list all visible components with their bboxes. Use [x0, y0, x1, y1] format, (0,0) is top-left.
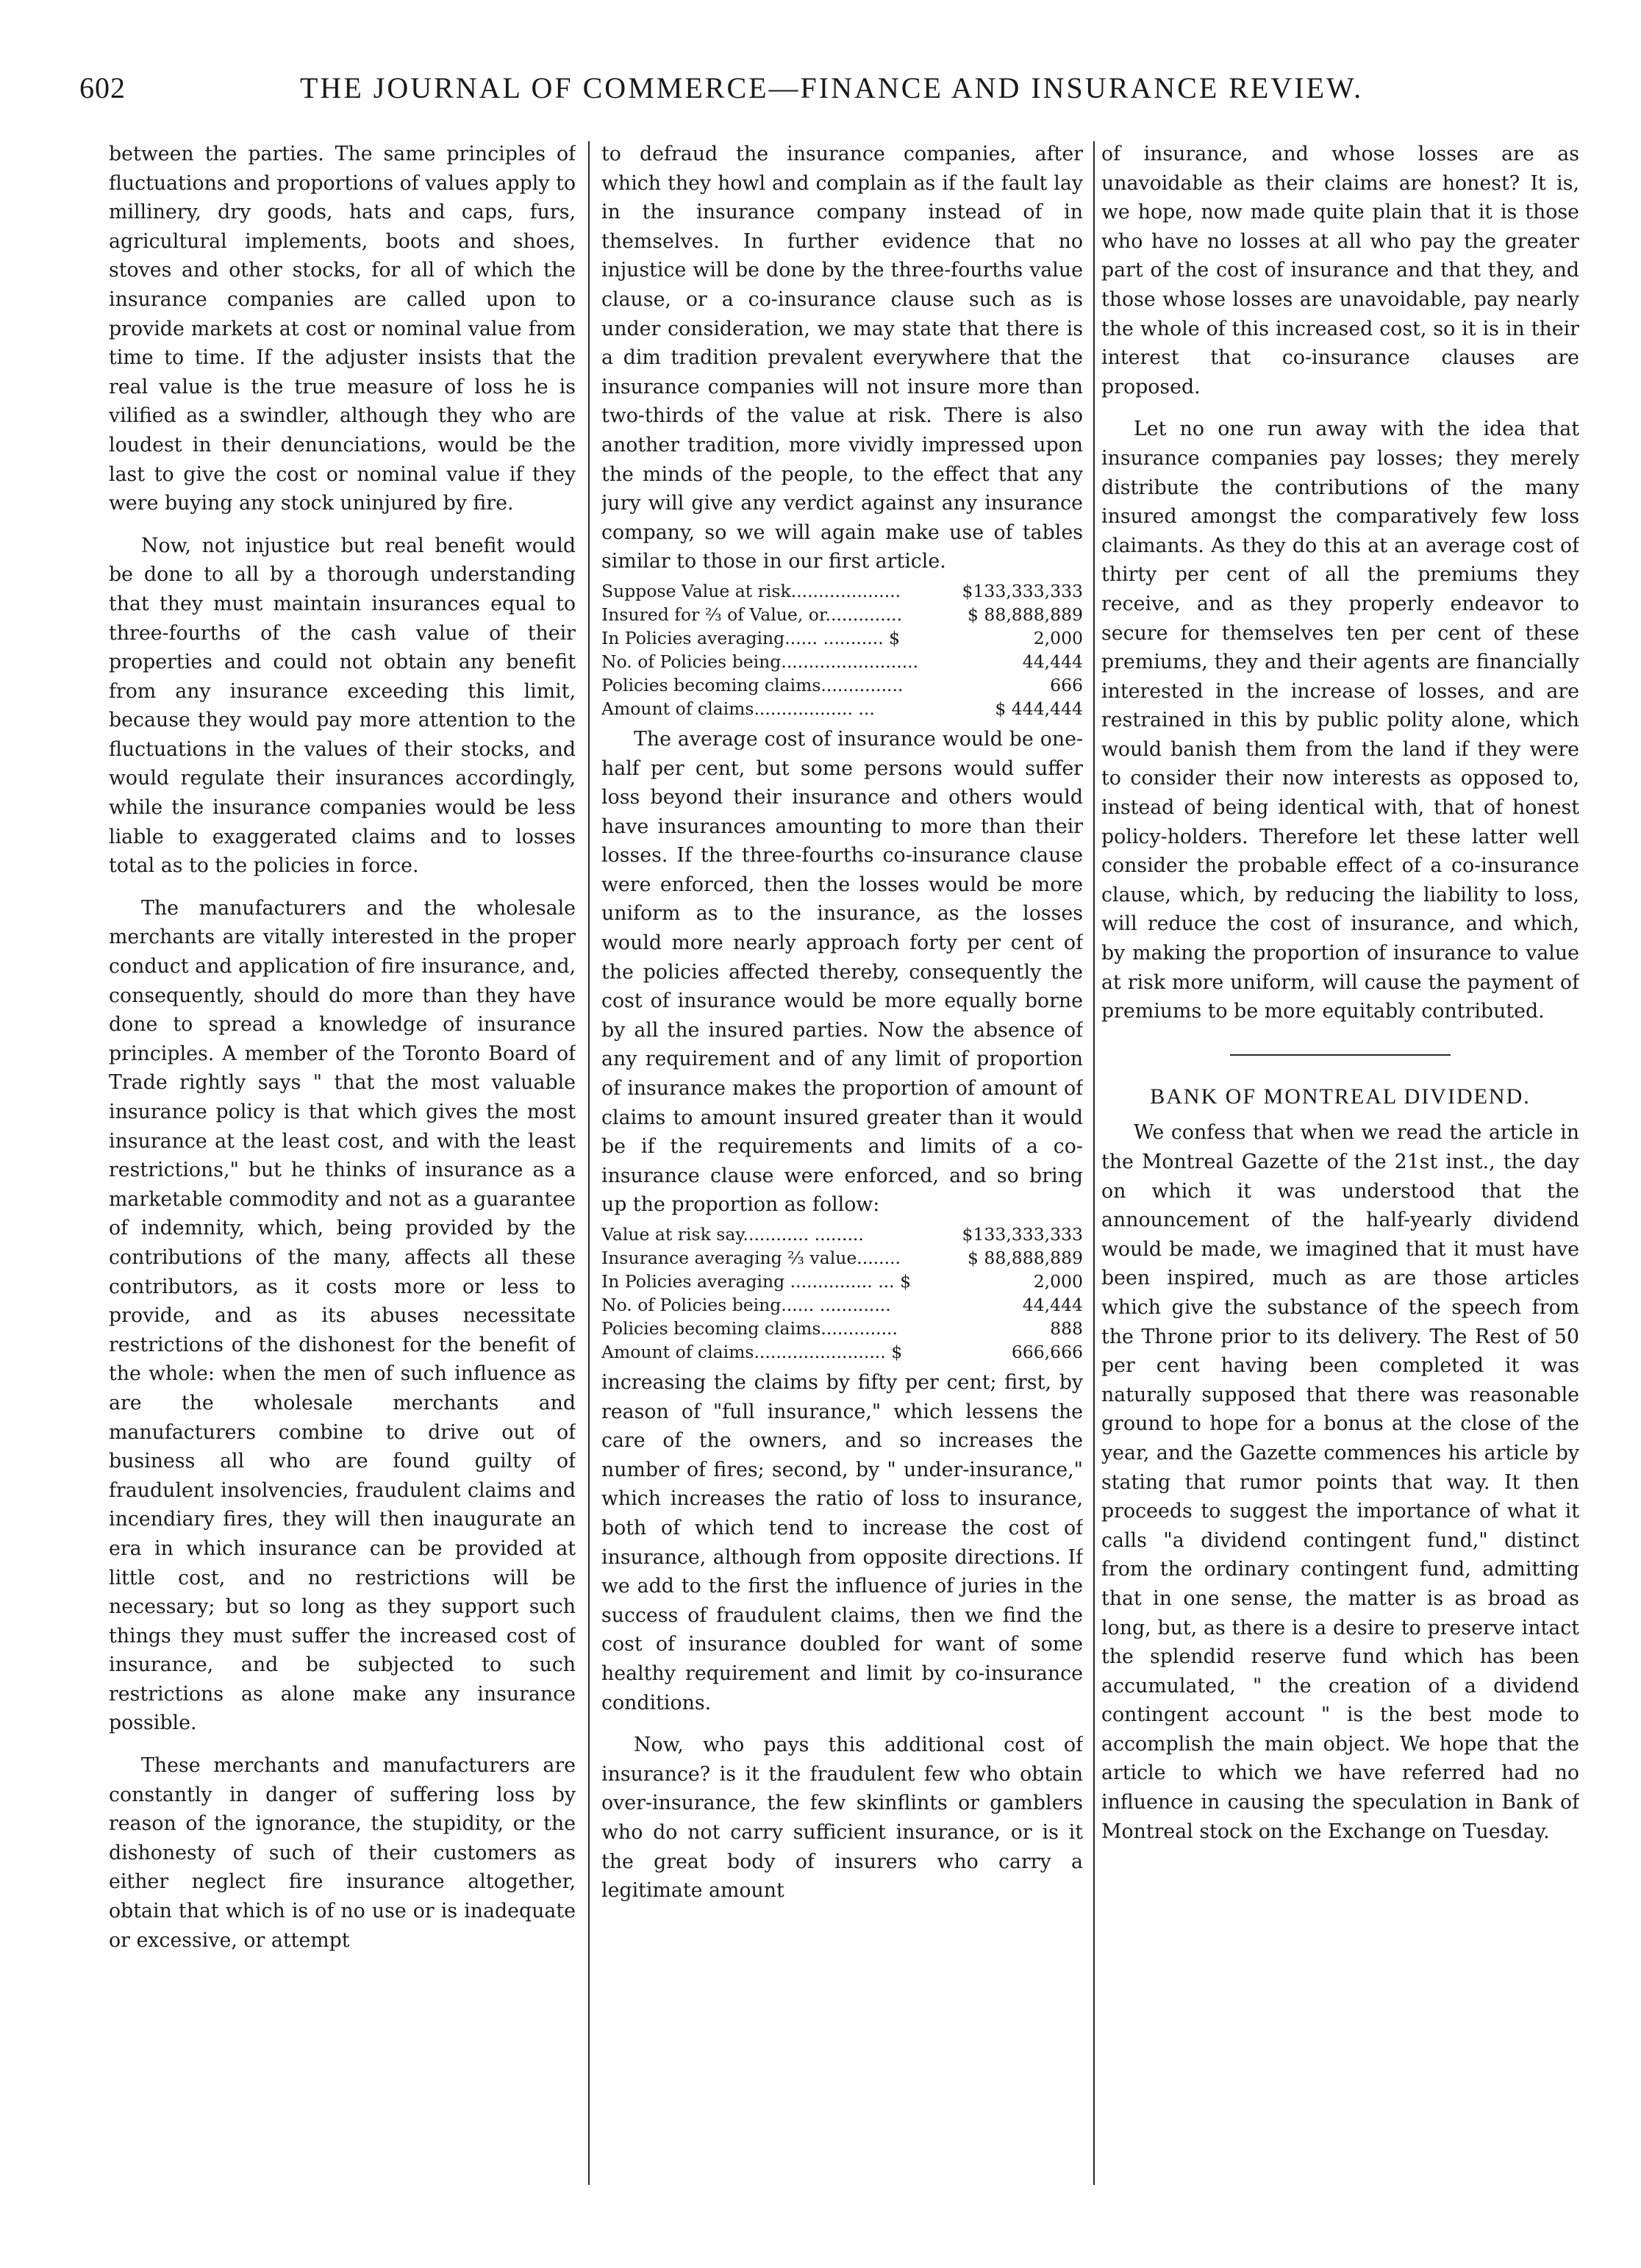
- row-value: 888: [1050, 1318, 1083, 1339]
- paragraph: These merchants and manufacturers are constantly in danger of suffering loss by reason of the ignorance, the stupidity, or the dishonesty of such of their customers as either neglect fire insurance altogether, obtain that which is of no use or is inadequate or excessive, or attempt: [109, 1754, 576, 1952]
- row-label: No. of Policies being.........................: [601, 651, 919, 672]
- paragraph: Now, not injustice but real benefit would be done to all by a thorough understanding that they must maintain insurances equal to three-fourths of the cash value of their properties and could not obtain any benefit from any insurance exceeding this limit, because they would pay more attention to the fluctuations in the values of their stocks, and would regulate their insurances accordingly, while the insurance companies would be less liable to exaggerated claims and to losses total as to the policies in force.: [109, 534, 576, 878]
- table-row: [601, 1340, 1083, 1364]
- paragraph: The average cost of insurance would be one-half per cent, but some persons would suffer loss beyond their insurance and others would have insurances amounting to more than their losses. If the three-fourths co-insurance clause were enforced, then the losses would be more uniform as to the insurance, as the losses would more nearly approach forty per cent of the policies affected thereby, consequently the cost of insurance would be more equally borne by all the insured parties. Now the absence of any requirement and of any limit of proportion of insurance makes the proportion of amount of claims to amount insured greater than it would be if the requirements and limits of a co-insurance clause were enforced, and so bring up the proportion as follow:: [601, 727, 1083, 1217]
- table-row: [601, 673, 1083, 697]
- table-row: [601, 1246, 1083, 1270]
- column-2: [601, 140, 1083, 2169]
- paragraph: to defraud the insurance companies, after which they howl and complain as if the fault lay in the insurance company instead of in themselves. In further evidence that no injustice will be done by the three-fourths value clause, or a co-insurance clause such as is under consideration, we may state that there is a dim tradition prevalent everywhere that the insurance companies will not insure more than two-thirds of the value at risk. There is also another tradition, more vividly impressed upon the minds of the people, to the effect that any jury will give any verdict against any insurance company, so we will again make use of tables similar to those in our first article.: [601, 143, 1083, 573]
- paragraph: The manufacturers and the wholesale merchants are vitally interested in the proper conduct and application of fire insurance, and, consequently, should do more than they have done to spread a knowledge of insurance principles. A member of the Toronto Board of Trade rightly says " that the most valuable insurance policy is that which gives the most insurance at the least cost, and with the least restrictions," but he thinks of insurance as a marketable commodity and not as a guarantee of indemnity, which, being provided by the contributions of the many, affects all these contributors, as it costs more or less to provide, and as its abuses necessitate restrictions of the dishonest for the benefit of the whole: when the men of such influence as are the wholesale merchants and manufacturers combine to drive out of business all who are found guilty of fraudulent insolvencies, fraudulent claims and incendiary fires, they will then inaugurate an era in which insurance can be provided at little cost, and no restrictions will be necessary; but so long as they support such things they must suffer the increased cost of insurance, and be subjected to such restrictions as alone make any insurance possible.: [109, 896, 576, 1735]
- row-label: In Policies averaging ............... ... $: [601, 1271, 912, 1292]
- table-row: [601, 650, 1083, 673]
- column-1: [109, 140, 576, 2169]
- row-label: Amount of claims........................ $: [601, 1342, 903, 1362]
- table-row: [601, 1270, 1083, 1293]
- row-label: In Policies averaging...... ........... $: [601, 627, 901, 648]
- row-label: Policies becoming claims...............: [601, 674, 904, 695]
- row-value: 666,666: [1011, 1342, 1083, 1362]
- row-label: Amount of claims.................. ...: [601, 698, 875, 719]
- row-label: No. of Policies being...... .............: [601, 1295, 891, 1315]
- paragraph: Now, who pays this additional cost of insurance? is it the fraudulent few who obtain over-insurance, the few skinflints or gamblers who do not carry sufficient insurance, or is it the great body of insurers who carry a legitimate amount: [601, 1734, 1083, 1903]
- column-3: [1101, 140, 1579, 2169]
- row-value: $ 88,888,889: [968, 1248, 1083, 1268]
- section-divider: [1230, 1054, 1451, 1056]
- table-row: [601, 1293, 1083, 1317]
- row-label: Value at risk say............ .........: [601, 1224, 864, 1245]
- claims-table-1: [601, 579, 1083, 720]
- table-row: [601, 603, 1083, 626]
- section-heading: BANK OF MONTREAL DIVIDEND.: [1150, 1084, 1531, 1109]
- paragraph: Let no one run away with the idea that insurance companies pay losses; they merely distribute the contributions of the many insured amongst the comparatively few loss claimants. As they do this at an average cost of thirty per cent of all the premiums they receive, and as they properly endeavor to secure for themselves ten per cent of these premiums, they and their agents are financially interested in the increase of losses, and are restrained in this by public polity alone, which would banish them from the land if they were to consider their now interests as opposed to, instead of being identical with, that of honest policy-holders. Therefore let these latter well consider the probable effect of a co-insurance clause, which, by reducing the liability to loss, will reduce the cost of insurance, and which, by making the proportion of insurance to value at risk more uniform, will cause the payment of premiums to be more equitably contributed.: [1101, 418, 1579, 1023]
- paragraph: We confess that when we read the article in the Montreal Gazette of the 21st inst., the day on which it was understood that the announcement of the half-yearly dividend would be made, we imagined that it must have been inspired, much as are those articles which give the substance of the speech from the Throne prior to its delivery. The Rest of 50 per cent having been completed it was naturally supposed that there was reasonable ground to hope for a bonus at the close of the year, and the Gazette commences his article by stating that rumor points that way. It then proceeds to suggest the importance of what it calls "a dividend contingent fund," distinct from the ordinary contingent fund, admitting that in one sense, the matter is as broad as long, but, as there is a desire to preserve intact the splendid reserve fund which has been accumulated, " the creation of a dividend contingent account " is the best mode to accomplish the main object. We hope that the article to which we have referred had no influence in causing the speculation in Bank of Montreal stock on the Exchange on Tuesday.: [1101, 1121, 1579, 1843]
- column-rule-right: [1093, 141, 1095, 2185]
- row-value: $ 88,888,889: [968, 604, 1083, 625]
- paragraph: of insurance, and whose losses are as unavoidable as their claims are honest? It is, we hope, now made quite plain that it is those who have no losses at all who pay the greater part of the cost of insurance and that they, and those whose losses are unavoidable, pay nearly the whole of this increased cost, so it is in their interest that co-insurance clauses are proposed.: [1101, 143, 1579, 398]
- journal-title: THE JOURNAL OF COMMERCE—FINANCE AND INSURANCE REVIEW.: [300, 71, 1364, 104]
- table-row: [601, 1223, 1083, 1246]
- table-row: [601, 1317, 1083, 1340]
- row-value: $133,333,333: [962, 1224, 1083, 1245]
- paragraph: increasing the claims by fifty per cent; first, by reason of "full insurance," which lessens the care of the owners, and so increases the number of fires; second, by " under-insurance," which increases the ratio of loss to insurance, both of which tend to increase the cost of insurance, although from opposite directions. If we add to the first the influence of juries in the success of fraudulent claims, then we find the cost of insurance doubled for want of some healthy requirement and limit by co-insurance conditions.: [601, 1371, 1083, 1714]
- table-row: [601, 579, 1083, 603]
- row-value: $ 444,444: [995, 698, 1083, 719]
- row-value: 2,000: [1033, 627, 1083, 648]
- column-rule-left: [588, 141, 590, 2185]
- row-value: $133,333,333: [962, 580, 1083, 601]
- row-label: Suppose Value at risk....................: [601, 580, 901, 601]
- paragraph: between the parties. The same principles of fluctuations and proportions of values apply to millinery, dry goods, hats and caps, furs, agricultural implements, boots and shoes, stoves and other stocks, for all of which the insurance companies are called upon to provide markets at cost or nominal value from time to time. If the adjuster insists that the real value is the true measure of loss he is vilified as a swindler, although they who are loudest in their denunciations, would be the last to give the cost or nominal value if they were buying any stock uninjured by fire.: [109, 143, 576, 515]
- table-row: [601, 626, 1083, 650]
- row-value: 44,444: [1022, 1295, 1083, 1315]
- page-number: 602: [79, 71, 126, 104]
- row-value: 44,444: [1022, 651, 1083, 672]
- row-label: Insured for ⅔ of Value, or..............: [601, 604, 903, 625]
- row-label: Insurance averaging ⅔ value........: [601, 1248, 901, 1268]
- claims-table-2: [601, 1223, 1083, 1364]
- page-header: [79, 71, 1587, 118]
- row-label: Policies becoming claims..............: [601, 1318, 898, 1339]
- row-value: 666: [1050, 674, 1083, 695]
- row-value: 2,000: [1033, 1271, 1083, 1292]
- table-row: [601, 697, 1083, 720]
